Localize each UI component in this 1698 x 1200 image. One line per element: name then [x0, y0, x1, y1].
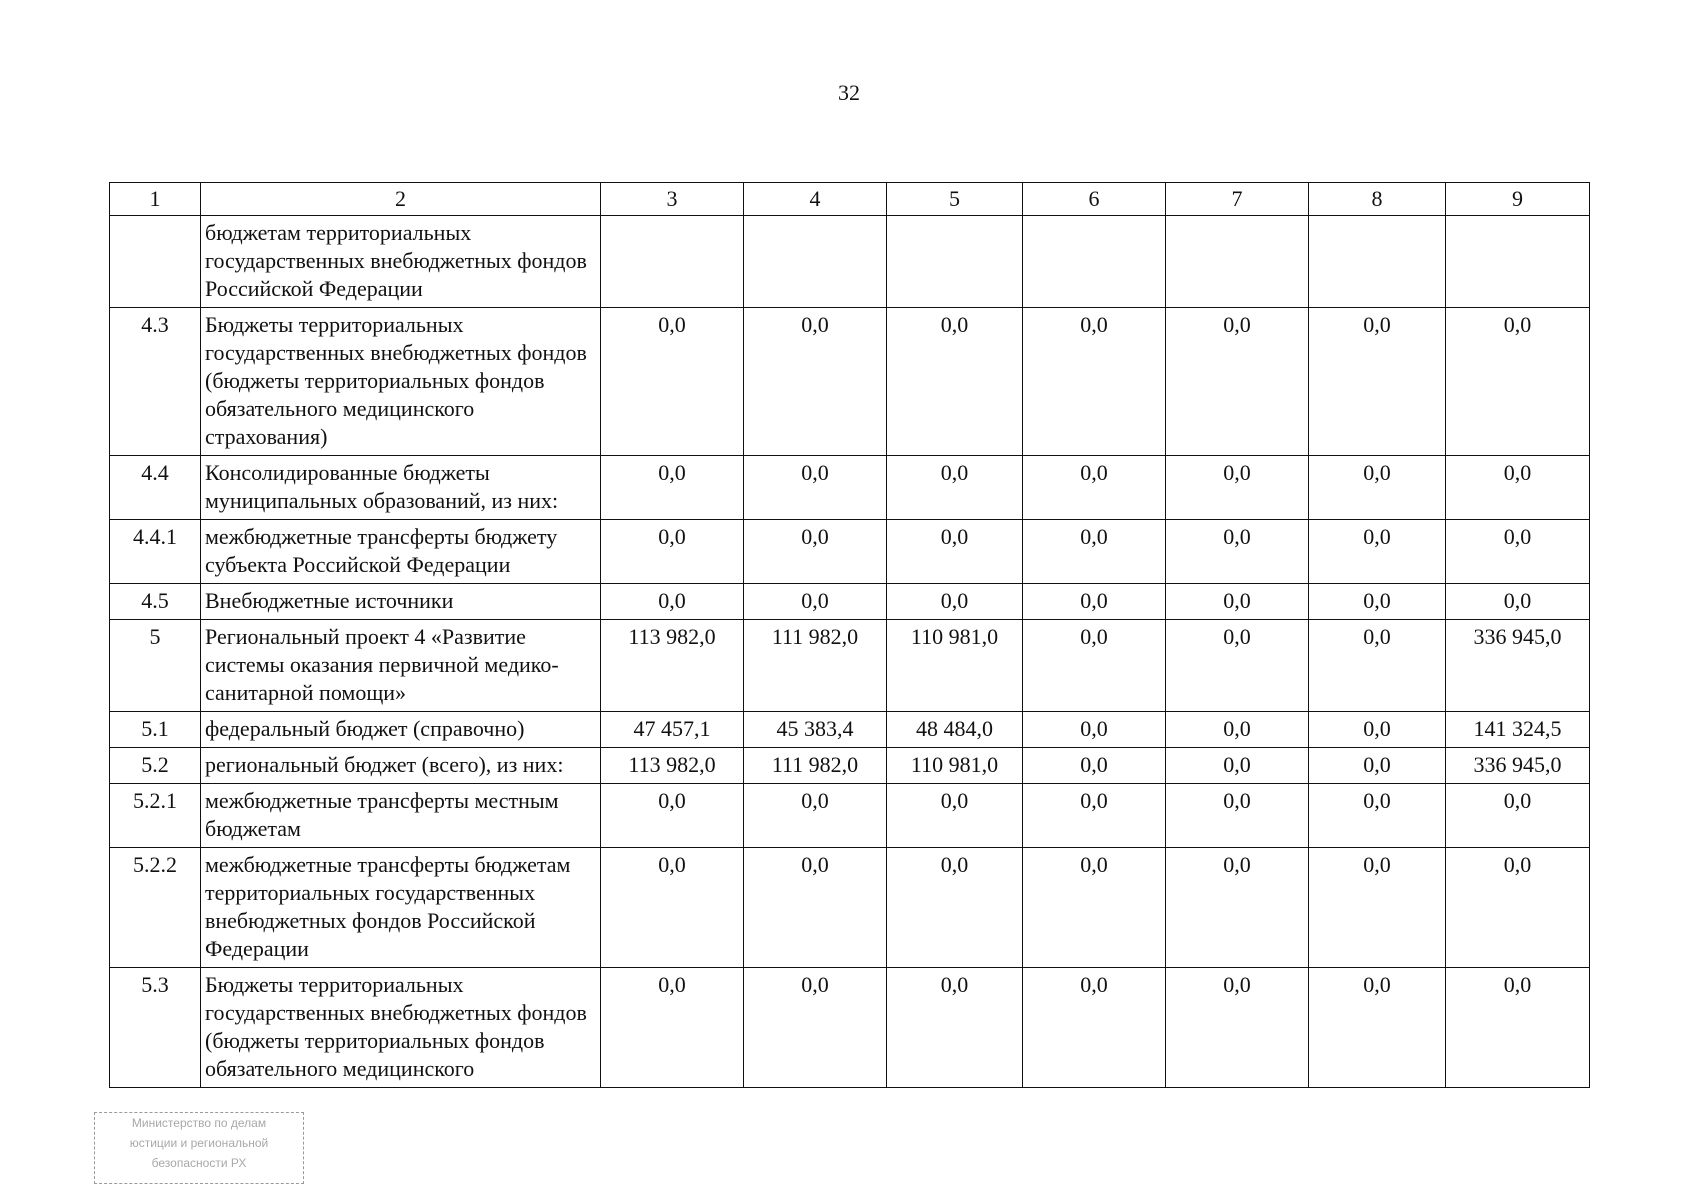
column-header: 5 — [887, 183, 1023, 216]
value-cell: 111 982,0 — [744, 748, 887, 784]
value-cell: 0,0 — [1166, 520, 1309, 584]
value-cell: 0,0 — [601, 848, 744, 968]
row-name: Бюджеты территориальных государственных внебюджетных фондов (бюджеты территориальных фондов обязательного медицинского — [201, 968, 601, 1088]
row-number: 5.3 — [110, 968, 201, 1088]
value-cell: 0,0 — [601, 968, 744, 1088]
table-row — [110, 748, 1590, 784]
column-header: 6 — [1023, 183, 1166, 216]
column-header: 7 — [1166, 183, 1309, 216]
page-number: 32 — [838, 80, 860, 105]
value-cell: 110 981,0 — [887, 748, 1023, 784]
value-cell — [887, 216, 1023, 308]
row-number: 5.1 — [110, 712, 201, 748]
value-cell: 47 457,1 — [601, 712, 744, 748]
value-cell: 0,0 — [1309, 712, 1446, 748]
value-cell: 0,0 — [1023, 308, 1166, 456]
value-cell: 0,0 — [1309, 848, 1446, 968]
value-cell: 0,0 — [601, 520, 744, 584]
value-cell: 0,0 — [1446, 584, 1590, 620]
row-name: межбюджетные трансферты бюджетам территориальных государственных внебюджетных фондов Российской Федерации — [201, 848, 601, 968]
registration-stamp — [94, 1112, 304, 1184]
table-row — [110, 520, 1590, 584]
value-cell: 0,0 — [887, 784, 1023, 848]
row-number: 4.5 — [110, 584, 201, 620]
table-row — [110, 620, 1590, 712]
value-cell: 0,0 — [1023, 520, 1166, 584]
row-name: межбюджетные трансферты бюджету субъекта Российской Федерации — [201, 520, 601, 584]
budget-table — [109, 182, 1590, 1088]
value-cell: 0,0 — [1309, 456, 1446, 520]
row-name: Консолидированные бюджеты муниципальных образований, из них: — [201, 456, 601, 520]
row-name: Внебюджетные источники — [201, 584, 601, 620]
row-name: Региональный проект 4 «Развитие системы оказания первичной медико-санитарной помощи» — [201, 620, 601, 712]
table-row — [110, 308, 1590, 456]
table-row — [110, 216, 1590, 308]
row-name: бюджетам территориальных государственных внебюджетных фондов Российской Федерации — [201, 216, 601, 308]
table-row — [110, 848, 1590, 968]
value-cell: 0,0 — [1023, 620, 1166, 712]
value-cell: 336 945,0 — [1446, 748, 1590, 784]
value-cell: 0,0 — [1166, 712, 1309, 748]
column-header: 4 — [744, 183, 887, 216]
value-cell: 0,0 — [744, 784, 887, 848]
value-cell: 0,0 — [744, 520, 887, 584]
table-row — [110, 968, 1590, 1088]
row-name: региональный бюджет (всего), из них: — [201, 748, 601, 784]
value-cell: 0,0 — [1309, 520, 1446, 584]
value-cell: 0,0 — [601, 308, 744, 456]
value-cell: 0,0 — [1023, 784, 1166, 848]
value-cell — [744, 216, 887, 308]
stamp-line: юстиции и региональной — [129, 1136, 269, 1150]
value-cell: 0,0 — [1023, 712, 1166, 748]
row-number: 5.2.2 — [110, 848, 201, 968]
value-cell: 0,0 — [744, 968, 887, 1088]
row-number: 5 — [110, 620, 201, 712]
value-cell: 0,0 — [1309, 584, 1446, 620]
value-cell: 0,0 — [1023, 848, 1166, 968]
value-cell: 0,0 — [887, 520, 1023, 584]
value-cell: 0,0 — [1023, 968, 1166, 1088]
value-cell: 0,0 — [1309, 968, 1446, 1088]
value-cell — [1309, 216, 1446, 308]
value-cell: 48 484,0 — [887, 712, 1023, 748]
table-row — [110, 456, 1590, 520]
value-cell: 45 383,4 — [744, 712, 887, 748]
value-cell: 0,0 — [1446, 968, 1590, 1088]
value-cell: 0,0 — [1166, 308, 1309, 456]
value-cell: 0,0 — [1446, 784, 1590, 848]
value-cell: 0,0 — [1023, 748, 1166, 784]
value-cell: 0,0 — [1309, 308, 1446, 456]
column-header: 1 — [110, 183, 201, 216]
row-number: 4.3 — [110, 308, 201, 456]
value-cell: 0,0 — [1166, 748, 1309, 784]
row-number: 4.4 — [110, 456, 201, 520]
value-cell: 0,0 — [1166, 784, 1309, 848]
value-cell: 336 945,0 — [1446, 620, 1590, 712]
column-header: 3 — [601, 183, 744, 216]
value-cell: 0,0 — [601, 584, 744, 620]
value-cell: 0,0 — [887, 456, 1023, 520]
value-cell: 0,0 — [887, 848, 1023, 968]
value-cell: 0,0 — [1309, 748, 1446, 784]
value-cell: 0,0 — [1309, 620, 1446, 712]
value-cell: 141 324,5 — [1446, 712, 1590, 748]
row-number: 4.4.1 — [110, 520, 201, 584]
value-cell: 0,0 — [1023, 584, 1166, 620]
value-cell: 113 982,0 — [601, 748, 744, 784]
value-cell: 110 981,0 — [887, 620, 1023, 712]
value-cell: 111 982,0 — [744, 620, 887, 712]
header-row — [110, 183, 1590, 216]
value-cell: 0,0 — [1166, 456, 1309, 520]
value-cell: 0,0 — [1166, 584, 1309, 620]
value-cell — [1446, 216, 1590, 308]
value-cell: 0,0 — [1166, 848, 1309, 968]
row-number: 5.2 — [110, 748, 201, 784]
table-row — [110, 584, 1590, 620]
table-body — [110, 216, 1590, 1088]
column-header: 8 — [1309, 183, 1446, 216]
value-cell: 0,0 — [1166, 620, 1309, 712]
value-cell — [1023, 216, 1166, 308]
value-cell: 0,0 — [744, 308, 887, 456]
value-cell: 0,0 — [601, 456, 744, 520]
value-cell — [1166, 216, 1309, 308]
value-cell: 0,0 — [887, 968, 1023, 1088]
value-cell: 0,0 — [1309, 784, 1446, 848]
value-cell: 0,0 — [1446, 520, 1590, 584]
value-cell: 0,0 — [601, 784, 744, 848]
value-cell: 0,0 — [1446, 456, 1590, 520]
value-cell: 113 982,0 — [601, 620, 744, 712]
value-cell: 0,0 — [744, 456, 887, 520]
value-cell: 0,0 — [744, 584, 887, 620]
stamp-line: безопасности РХ — [151, 1156, 247, 1170]
value-cell: 0,0 — [1166, 968, 1309, 1088]
column-header: 2 — [201, 183, 601, 216]
value-cell: 0,0 — [1023, 456, 1166, 520]
value-cell: 0,0 — [744, 848, 887, 968]
row-number — [110, 216, 201, 308]
table-row — [110, 712, 1590, 748]
value-cell: 0,0 — [1446, 308, 1590, 456]
column-header: 9 — [1446, 183, 1590, 216]
row-name: федеральный бюджет (справочно) — [201, 712, 601, 748]
table-row — [110, 784, 1590, 848]
stamp-line: Министерство по делам — [131, 1116, 267, 1130]
row-number: 5.2.1 — [110, 784, 201, 848]
value-cell: 0,0 — [887, 584, 1023, 620]
value-cell: 0,0 — [887, 308, 1023, 456]
row-name: межбюджетные трансферты местным бюджетам — [201, 784, 601, 848]
row-name: Бюджеты территориальных государственных внебюджетных фондов (бюджеты территориальных фондов обязательного медицинского страхования) — [201, 308, 601, 456]
value-cell — [601, 216, 744, 308]
value-cell: 0,0 — [1446, 848, 1590, 968]
